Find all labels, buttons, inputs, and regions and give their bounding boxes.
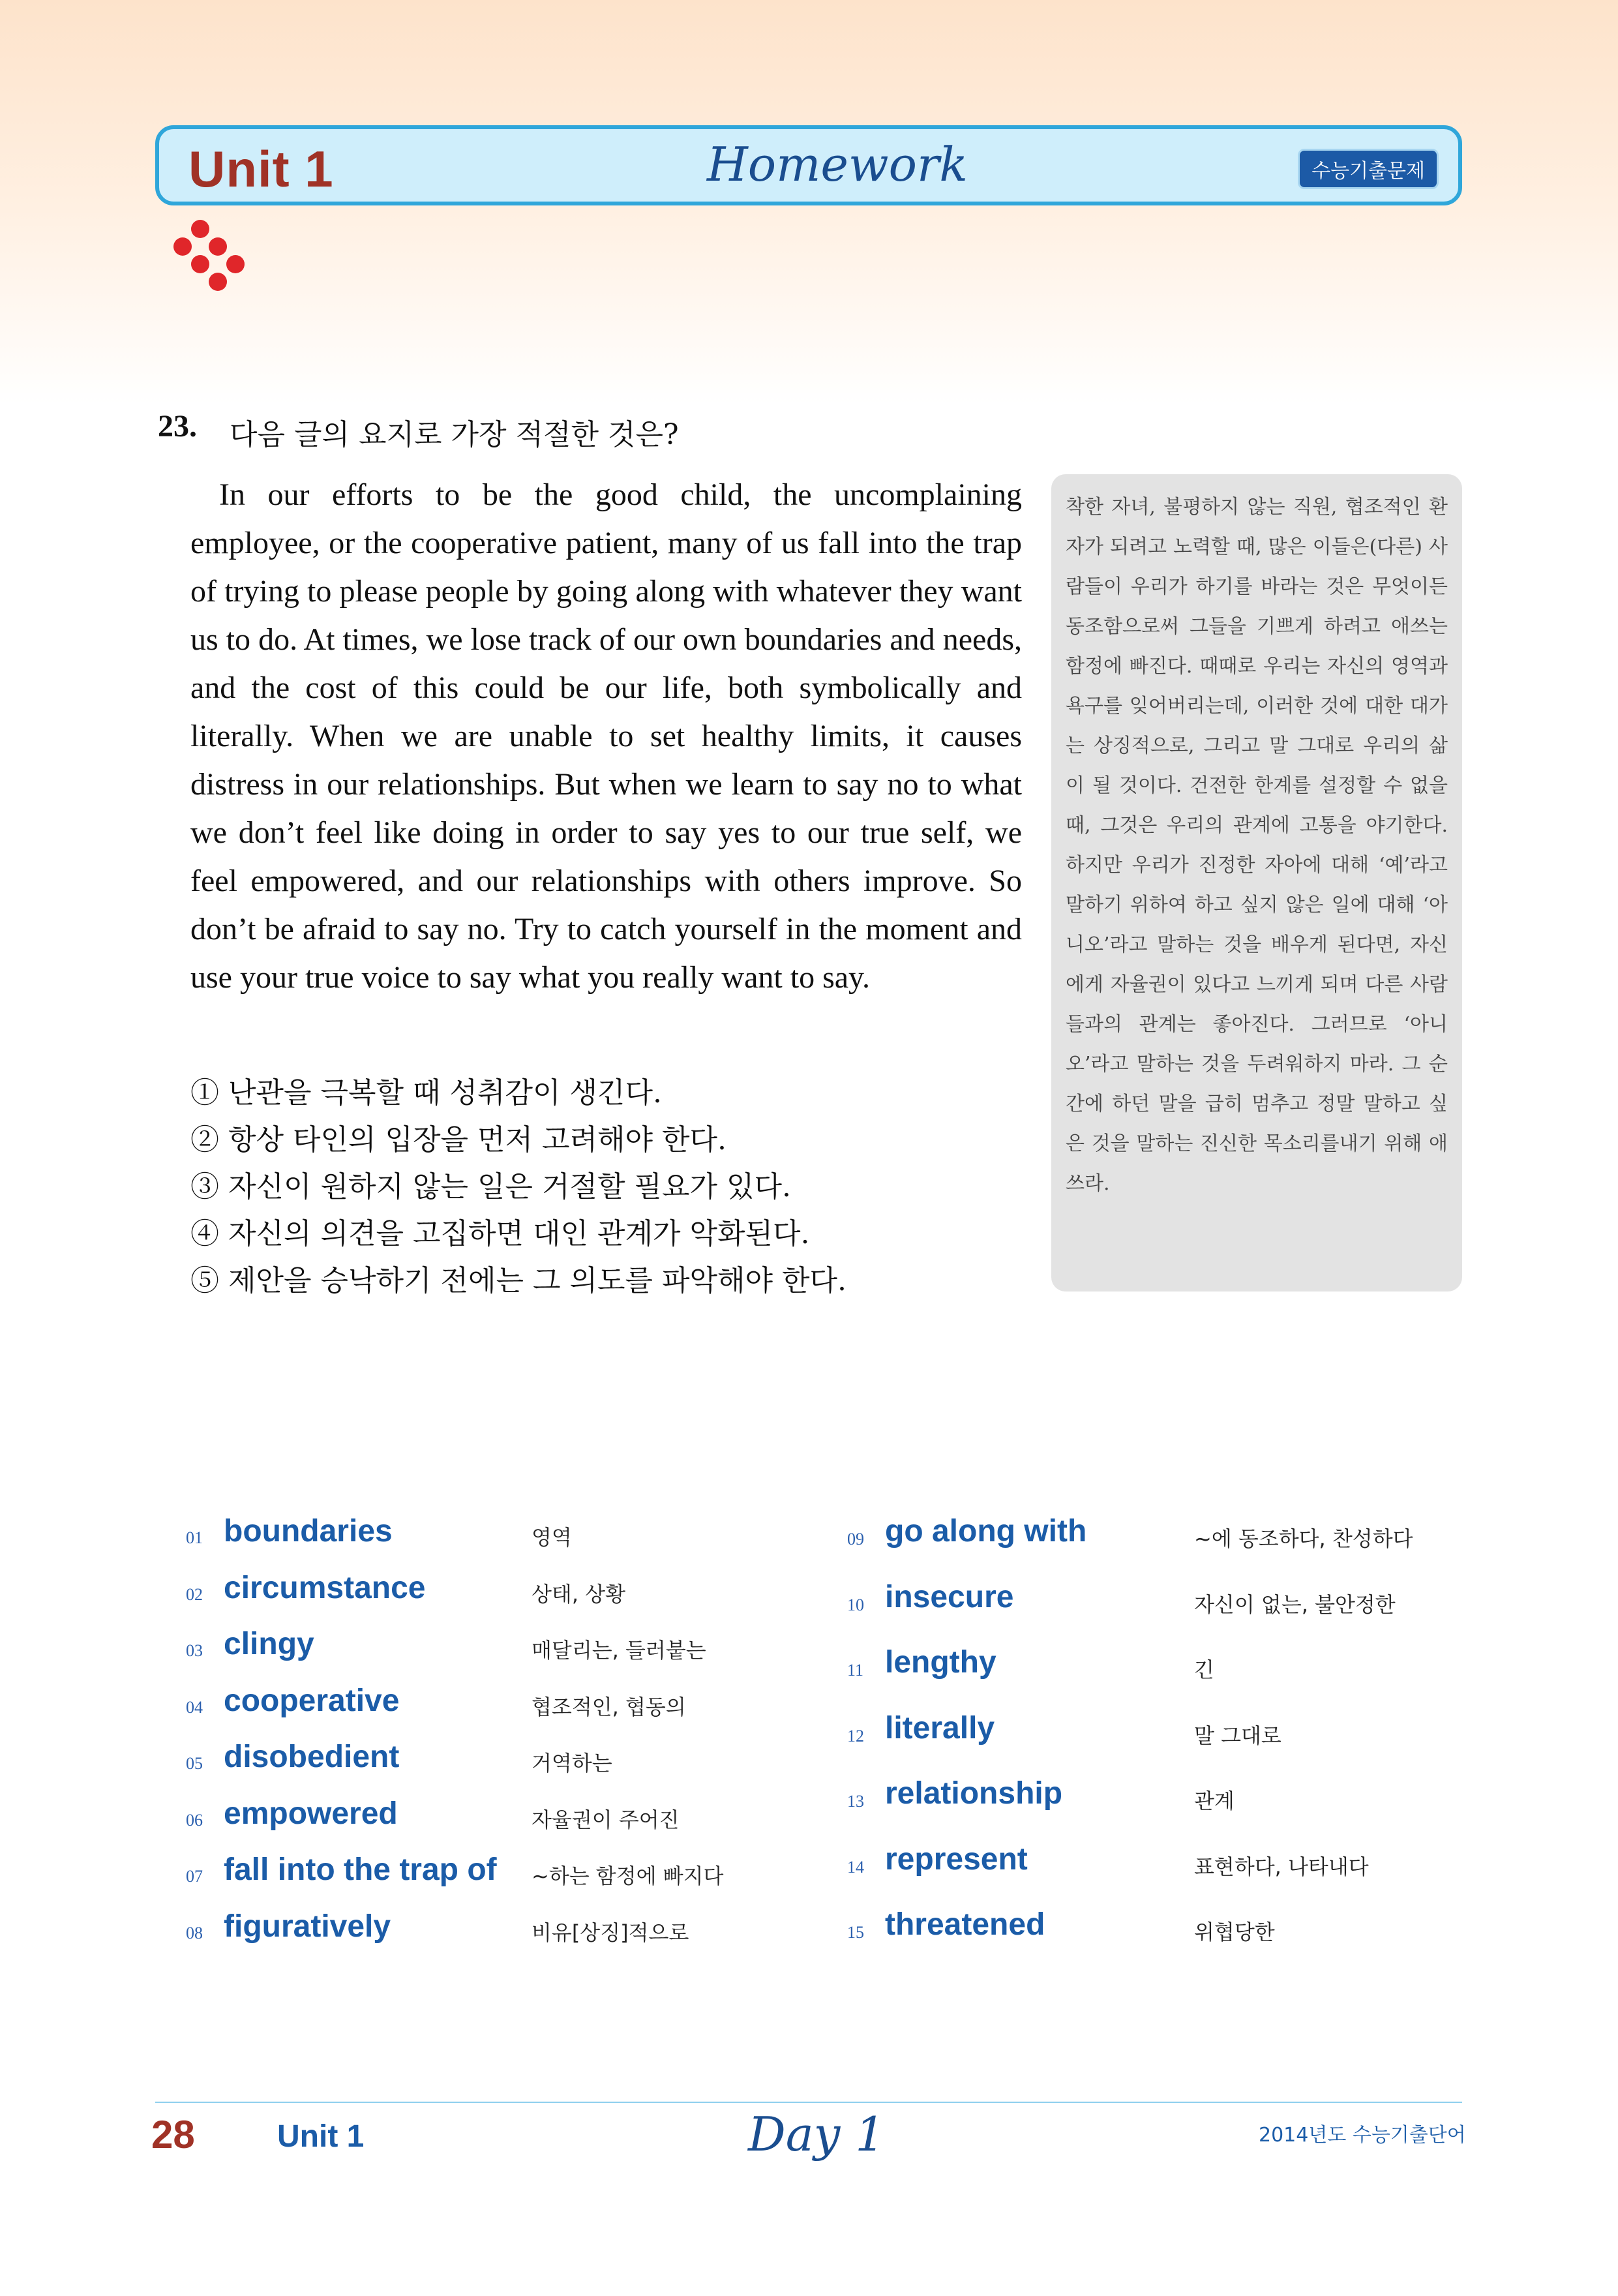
footer-day-label: Day 1: [748, 2107, 886, 2162]
footer-unit-label: Unit 1: [277, 2119, 365, 2154]
vocab-number: 02: [186, 1584, 203, 1604]
answer-choice[interactable]: ③ 자신이 원하지 않는 일은 거절할 필요가 있다.: [190, 1170, 791, 1203]
vocab-word: empowered: [224, 1796, 398, 1831]
vocab-list-right: [847, 1513, 1467, 1972]
vocab-item: [186, 1683, 773, 1740]
answer-choice[interactable]: ④ 자신의 의견을 고집하면 대인 관계가 악화된다.: [190, 1217, 810, 1250]
vocab-meaning: 관계: [1194, 1789, 1235, 1813]
vocab-word: represent: [885, 1841, 1028, 1877]
page-number: 28: [151, 2113, 195, 2156]
vocab-item: [186, 1796, 773, 1852]
vocab-item: [847, 1710, 1467, 1776]
vocab-item: [847, 1841, 1467, 1907]
vocab-number: 05: [186, 1754, 203, 1773]
vocab-number: 15: [847, 1923, 864, 1942]
exam-badge: 수능기출문제: [1298, 149, 1439, 189]
vocab-item: [847, 1579, 1467, 1645]
vocab-item: [186, 1739, 773, 1796]
reading-passage: In our efforts to be the good child, the uncomplaining employee, or the cooperative patient, many of us fall into the trap of trying to please people by going along with whatever they want us to do. At times, we lose track of our own boundaries and needs, and the cost of this could be our life, both symbolically and literally. When we are unable to set healthy limits, it causes distress in our relationships. But when we learn to say no to what we don’t feel like doing in order to say yes to our true self, we feel empowered, and our relationships with others improve. So don’t be afraid to say no. Try to catch yourself in the moment and use your true voice to say what you really want to say.: [190, 477, 1022, 995]
vocab-number: 12: [847, 1726, 864, 1745]
vocab-word: cooperative: [224, 1683, 400, 1718]
vocab-word: fall into the trap of: [224, 1852, 497, 1887]
vocab-item: [186, 1570, 773, 1627]
question-prompt: 다음 글의 요지로 가장 적절한 것은?: [230, 418, 679, 451]
vocab-number: 14: [847, 1857, 864, 1877]
vocab-meaning: 거역하는: [532, 1751, 612, 1775]
vocab-item: [847, 1775, 1467, 1841]
decorative-dots-icon: [171, 217, 256, 302]
vocab-meaning: ~에 동조하다, 찬성하다: [1194, 1526, 1413, 1551]
vocab-number: 04: [186, 1697, 203, 1717]
vocab-meaning: 자신이 없는, 불안정한: [1194, 1592, 1396, 1617]
vocab-word: boundaries: [224, 1514, 393, 1548]
answer-choices: [190, 1070, 1038, 1305]
vocab-item: [186, 1513, 773, 1570]
vocab-number: 09: [847, 1530, 864, 1548]
vocab-number: 11: [847, 1661, 864, 1680]
vocab-meaning: ~하는 함정에 빠지다: [532, 1864, 724, 1888]
vocab-word: threatened: [885, 1907, 1045, 1942]
vocab-item: [847, 1907, 1467, 1972]
vocab-word: circumstance: [224, 1570, 426, 1605]
footer-book-title: 2014년도 수능기출단어: [1259, 2124, 1466, 2147]
vocab-word: lengthy: [885, 1645, 996, 1680]
vocab-meaning: 긴: [1194, 1657, 1214, 1682]
vocab-meaning: 위협당한: [1194, 1920, 1275, 1944]
vocab-number: 01: [186, 1528, 203, 1547]
section-title: Homework: [707, 137, 968, 192]
vocab-item: [186, 1626, 773, 1683]
vocab-meaning: 영역: [532, 1525, 572, 1550]
footer-divider: [155, 2102, 1462, 2103]
vocab-item: [186, 1852, 773, 1909]
header-banner: [155, 125, 1462, 205]
vocab-item: [847, 1513, 1467, 1579]
vocab-meaning: 자율권이 주어진: [532, 1807, 680, 1832]
vocab-meaning: 비유[상징]적으로: [532, 1920, 689, 1945]
answer-choice[interactable]: ② 항상 타인의 입장을 먼저 고려해야 한다.: [190, 1123, 727, 1156]
vocab-number: 06: [186, 1810, 203, 1830]
vocab-meaning: 표현하다, 나타내다: [1194, 1854, 1369, 1879]
vocab-item: [847, 1644, 1467, 1710]
vocab-meaning: 매달리는, 들러붙는: [532, 1638, 706, 1663]
vocab-number: 03: [186, 1641, 203, 1660]
vocab-word: insecure: [885, 1579, 1014, 1614]
vocab-word: relationship: [885, 1776, 1063, 1811]
translation-text: 착한 자녀, 불평하지 않는 직원, 협조적인 환자가 되려고 노력할 때, 많은 이들은(다른) 사람들이 우리가 하기를 바라는 것은 무엇이든 동조함으로써 그들을 기쁘게 하려고 애쓰는 함정에 빠진다. 때때로 우리는 자신의 영역과 욕구를 잊어버리는데, 이러한 것에 대한 대가는 상징적으로, 그리고 말 그대로 우리의 삶이 될 것이다. 건전한 한계를 설정할 수 없을 때, 그것은 우리의 관계에 고통을 야기한다. 하지만 우리가 진정한 자아에 대해 ‘예’라고 말하기 위하여 하고 싶지 않은 일에 대해 ‘아니오’라고 말하는 것을 배우게 된다면, 자신에게 자율권이 있다고 느끼게 되며 다른 사람들과의 관계는 좋아진다. 그러므로 ‘아니오’라고 말하는 것을 두려워하지 마라. 그 순간에 하던 말을 급히 멈추고 정말 말하고 싶은 것을 말하는 진신한 목소리를내기 위해 애쓰라.: [1066, 496, 1448, 1195]
vocab-meaning: 말 그대로: [1194, 1723, 1281, 1748]
vocab-meaning: 상태, 상황: [532, 1581, 625, 1607]
answer-choice[interactable]: ① 난관을 극복할 때 성취감이 생긴다.: [190, 1076, 662, 1110]
unit-title: Unit 1: [188, 140, 334, 198]
vocab-word: clingy: [224, 1627, 314, 1661]
vocab-number: 08: [186, 1923, 203, 1942]
vocab-item: [186, 1909, 773, 1965]
vocab-word: figuratively: [224, 1909, 391, 1944]
vocab-number: 10: [847, 1595, 864, 1614]
vocab-number: 07: [186, 1867, 203, 1886]
vocab-word: go along with: [885, 1514, 1087, 1548]
vocab-word: disobedient: [224, 1740, 400, 1774]
answer-choice[interactable]: ⑤ 제안을 승낙하기 전에는 그 의도를 파악해야 한다.: [190, 1264, 846, 1297]
translation-box: [1051, 474, 1462, 1292]
vocab-word: literally: [885, 1710, 995, 1745]
vocab-meaning: 협조적인, 협동의: [532, 1694, 686, 1719]
vocab-list-left: [186, 1513, 773, 1965]
question-number: 23.: [158, 409, 197, 444]
vocab-number: 13: [847, 1792, 864, 1811]
